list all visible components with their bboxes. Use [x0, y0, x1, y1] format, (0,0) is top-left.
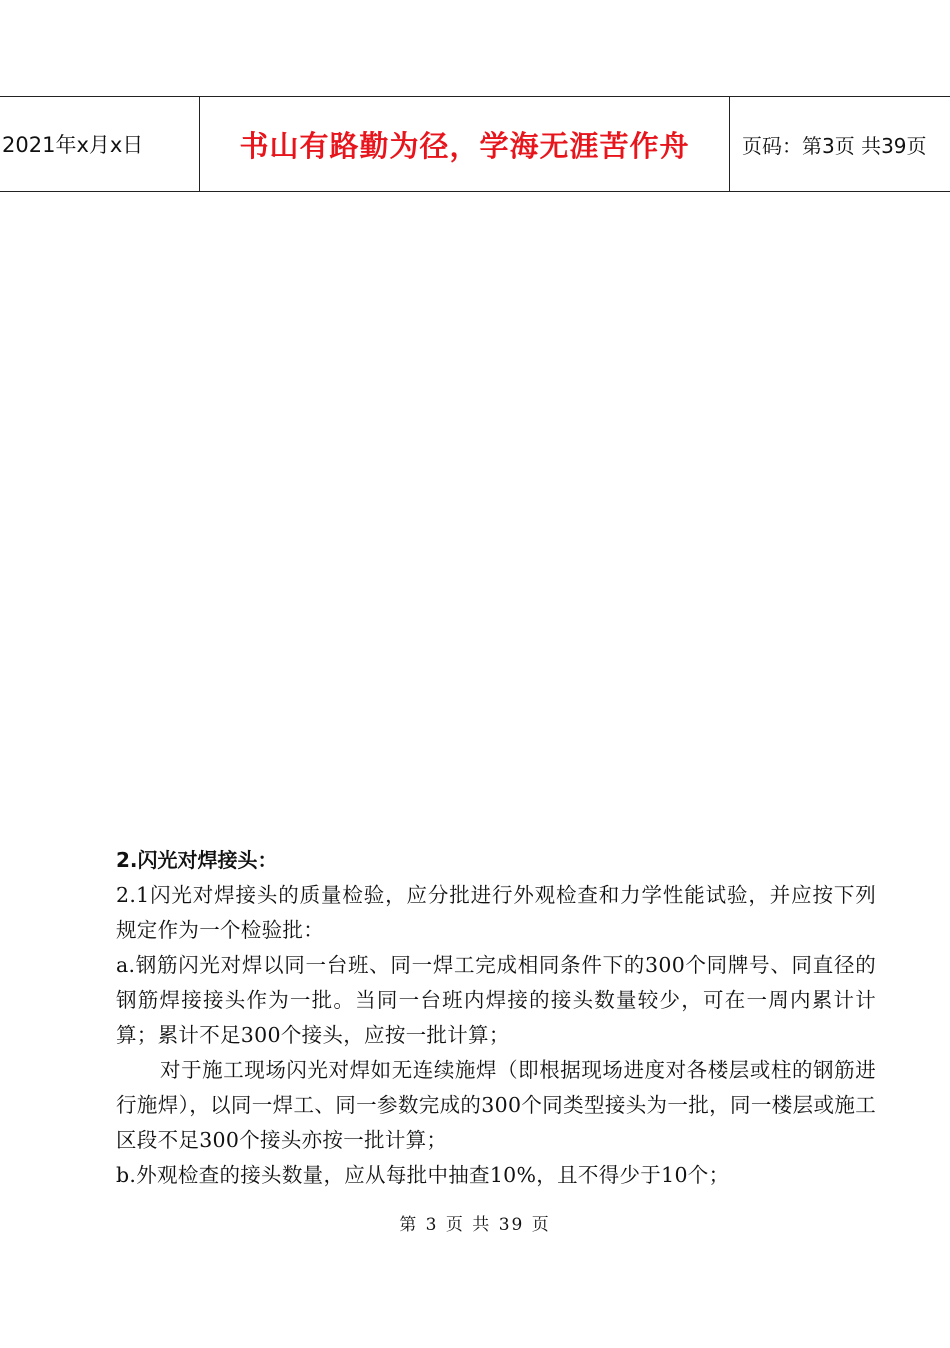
- paragraph-site-welding: 对于施工现场闪光对焊如无连续施焊（即根据现场进度对各楼层或柱的钢筋进行施焊），以同一焊工、同一参数完成的300个同类型接头为一批，同一楼层或施工区段不足300个接头亦按一批计算；: [116, 1058, 876, 1152]
- paragraph-b: b.外观检查的接头数量，应从每批中抽查10%，且不得少于10个；: [116, 1163, 730, 1187]
- header-date: 2021年x月x日: [0, 97, 200, 191]
- section-heading: 2.闪光对焊接头：: [116, 848, 278, 872]
- page-footer: 第 3 页 共 39 页: [399, 1215, 551, 1235]
- paragraph-a: a.钢筋闪光对焊以同一台班、同一焊工完成相同条件下的300个同牌号、同直径的钢筋焊接接头作为一批。当同一台班内焊接的接头数量较少，可在一周内累计计算；累计不足300个接头，应按一批计算；: [116, 953, 876, 1047]
- document-body: [116, 842, 876, 1193]
- page-header: [0, 96, 950, 192]
- header-motto: 书山有路勤为径，学海无涯苦作舟: [200, 97, 730, 191]
- header-page-number: 页码：第3页 共39页: [742, 133, 927, 158]
- paragraph-2-1: 2.1闪光对焊接头的质量检验，应分批进行外观检查和力学性能试验，并应按下列规定作为一个检验批：: [116, 883, 876, 942]
